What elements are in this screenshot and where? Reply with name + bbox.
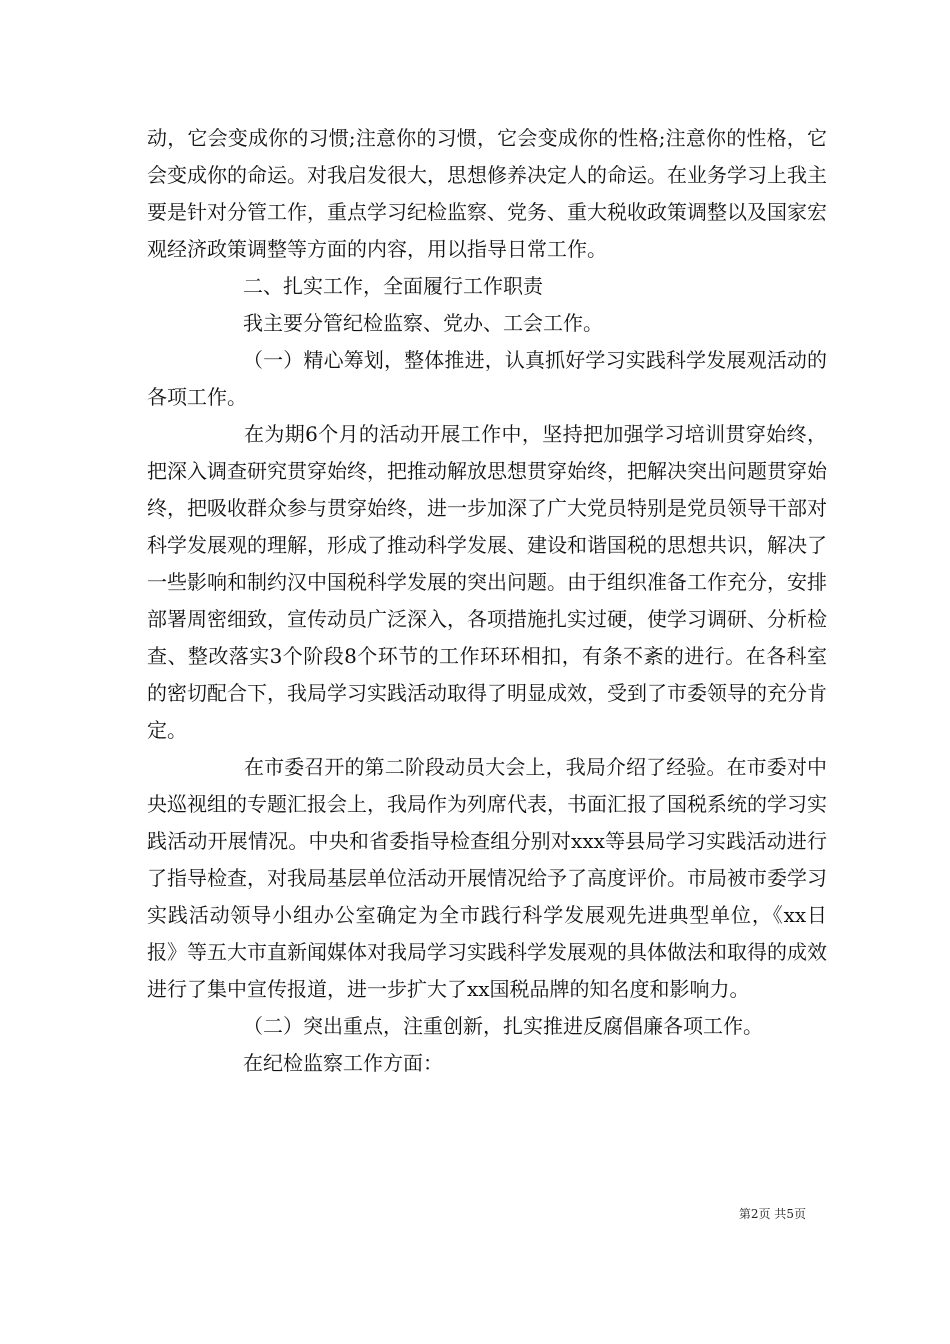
page-number-footer: 第2页 共5页 bbox=[738, 1207, 806, 1221]
paragraph-responsibilities: 我主要分管纪检监察、党办、工会工作。 bbox=[243, 311, 603, 335]
section-heading: 二、扎实工作，全面履行工作职责 bbox=[243, 274, 543, 298]
subsection-heading-1: （一）精心筹划，整体推进，认真抓好学习实践科学发展观活动的各项工作。 bbox=[147, 348, 827, 409]
paragraph-continuation: 动，它会变成你的习惯;注意你的习惯，它会变成你的性格;注意你的性格，它会变成你的命运。对我启发很大，思想修养决定人的命运。在业务学习上我主要是针对分管工作，重点学习纪检监察、党务、重大税收政策调整以及国家宏观经济政策调整等方面的内容，用以指导日常工作。 bbox=[147, 126, 827, 261]
document-body bbox=[147, 120, 827, 1082]
paragraph-discipline: 在纪检监察工作方面： bbox=[243, 1051, 443, 1075]
paragraph-activity: 在为期6个月的活动开展工作中，坚持把加强学习培训贯穿始终，把深入调查研究贯穿始终，把推动解放思想贯穿始终，把解决突出问题贯穿始终，把吸收群众参与贯穿始终，进一步加深了广大党员特别是党员领导干部对科学发展观的理解，形成了推动科学发展、建设和谐国税的思想共识，解决了一些影响和制约汉中国税科学发展的突出问题。由于组织准备工作充分，安排部署周密细致，宣传动员广泛深入，各项措施扎实过硬，使学习调研、分析检查、整改落实3个阶段8个环节的工作环环相扣，有条不紊的进行。在各科室的密切配合下，我局学习实践活动取得了明显成效，受到了市委领导的充分肯定。 bbox=[147, 422, 827, 742]
subsection-heading-2: （二）突出重点，注重创新，扎实推进反腐倡廉各项工作。 bbox=[243, 1014, 763, 1038]
paragraph-meeting: 在市委召开的第二阶段动员大会上，我局介绍了经验。在市委对中央巡视组的专题汇报会上，我局作为列席代表，书面汇报了国税系统的学习实践活动开展情况。中央和省委指导检查组分别对xxx等县局学习实践活动进行了指导检查，对我局基层单位活动开展情况给予了高度评价。市局被市委学习实践活动领导小组办公室确定为全市践行科学发展观先进典型单位，《xx日报》等五大市直新闻媒体对我局学习实践科学发展观的具体做法和取得的成效进行了集中宣传报道，进一步扩大了xx国税品牌的知名度和影响力。 bbox=[147, 755, 827, 1001]
